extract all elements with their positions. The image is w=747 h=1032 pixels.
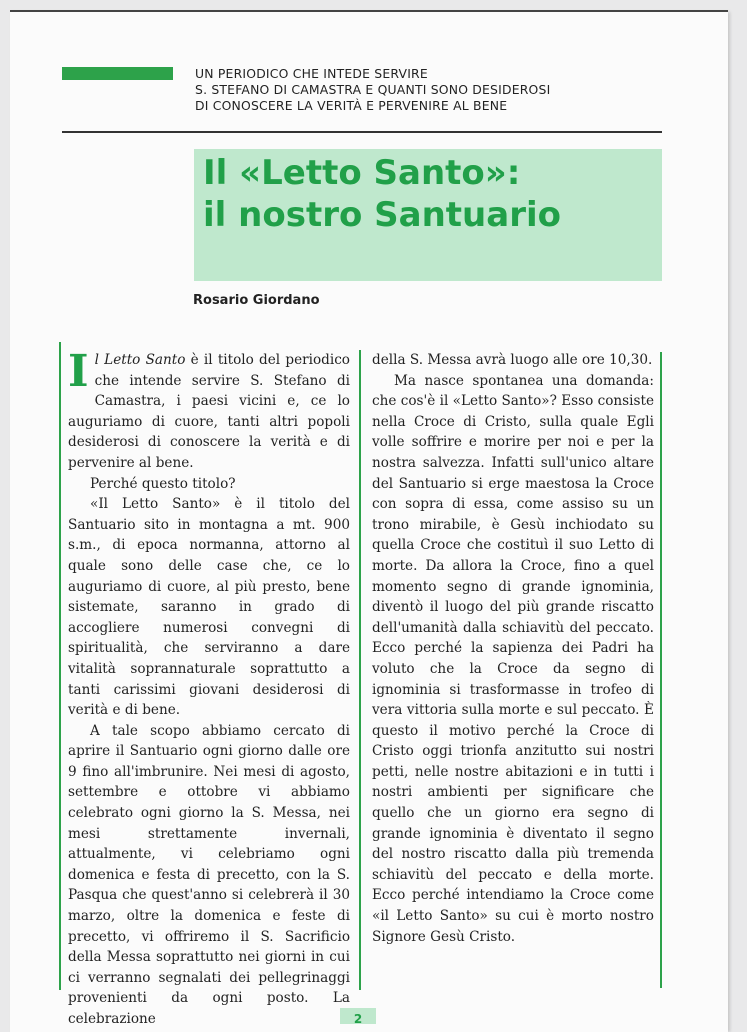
masthead-line: UN PERIODICO CHE INTEDE SERVIRE [195, 66, 428, 81]
masthead-line: S. STEFANO DI CAMASTRA E QUANTI SONO DESIDEROSI [195, 82, 551, 97]
drop-cap: I [68, 346, 89, 397]
center-column-rule [359, 350, 361, 990]
left-column-rule [59, 342, 61, 990]
paragraph: Ma nasce spontanea una domanda: che cos'è il «Letto Santo»? Esso consiste nella Croce di Cristo, sulla quale Egli volle soffrire e morire per noi e per la nostra salvezza. Infatti sull'unico altare del Santuario si erge maestosa la Croce con sopra di essa, come assiso su un trono mirabile, è Gesù inchiodato su quella Croce che costituì il suo Letto di morte. Da allora la Croce, fino a quel momento segno di grande ignominia, diventò il luogo del più grande riscatto dell'umanità dalla schiavitù del peccato. Ecco perché la sapienza dei Padri ha voluto che la Croce da segno di ignominia si trasformasse in trofeo di vera vittoria sulla morte e sul peccato. È questo il motivo perché la Croce di Cristo oggi trionfa anzitutto sui nostri petti, nelle nostre abitazioni e in tutti i nostri ambienti per significare che quello che un giorno era segno di grande ignominia è diventato il segno del nostro riscatto dalla più tremenda schiavitù del peccato e della morte. Ecco perché intendiamo la Croce come «il Letto Santo» su cui è morto nostro Signore Gesù Cristo. [372, 372, 654, 945]
paragraph-text: è il titolo del periodico che intende servire S. Stefano di Camastra, i paesi vicini e, ce lo auguriamo di cuore, tanti altri popoli desiderosi di conoscere la verità e di pervenire al bene. [68, 352, 350, 471]
article-column-left [68, 346, 350, 1030]
title-line-1: Il «Letto Santo»: [203, 153, 521, 193]
paragraph: Perché questo titolo? [90, 475, 236, 492]
right-column-rule [660, 352, 662, 988]
periodical-name: l Letto Santo [94, 352, 186, 368]
article-title [203, 152, 658, 236]
paragraph: «Il Letto Santo» è il titolo del Santuario sito in montagna a mt. 900 s.m., di epoca normanna, attorno al quale sono delle case che, ce lo auguriamo di cuore, al più presto, bene sistemate, saranno in grado di accogliere numerosi convegni di spiritualità, che serviranno a dare vitalità soprannaturale soprattutto a tanti carissimi giovani desiderosi di verità e di bene. [68, 496, 350, 719]
header-divider [62, 131, 662, 133]
masthead-tagline [195, 66, 655, 114]
page-number: 2 [340, 1008, 376, 1024]
header-accent-bar [62, 67, 173, 80]
paragraph [68, 346, 350, 474]
article-author: Rosario Giordano [193, 293, 320, 308]
masthead-line: DI CONOSCERE LA VERITÀ E PERVENIRE AL BENE [195, 98, 508, 113]
title-line-2: il nostro Santuario [203, 195, 561, 235]
top-edge-line [10, 10, 728, 12]
paragraph: della S. Messa avrà luogo alle ore 10,30. [372, 352, 653, 368]
article-column-right [372, 350, 654, 947]
paragraph: A tale scopo abbiamo cercato di aprire il Santuario ogni giorno dalle ore 9 fino all'imbrunire. Nei mesi di agosto, settembre e ottobre vi abbiamo celebrato ogni giorno la S. Messa, nei mesi strettamente invernali, attualmente, vi celebriamo ogni domenica e festa di precetto, con la S. Pasqua che quest'anno si celebrerà il 30 marzo, oltre la domenica e feste di precetto, vi offriremo il S. Sacrificio della Messa soprattutto nei giorni in cui ci verranno segnalati dei pellegrinaggi provenienti da ogni posto. La celebrazione [68, 722, 350, 1027]
